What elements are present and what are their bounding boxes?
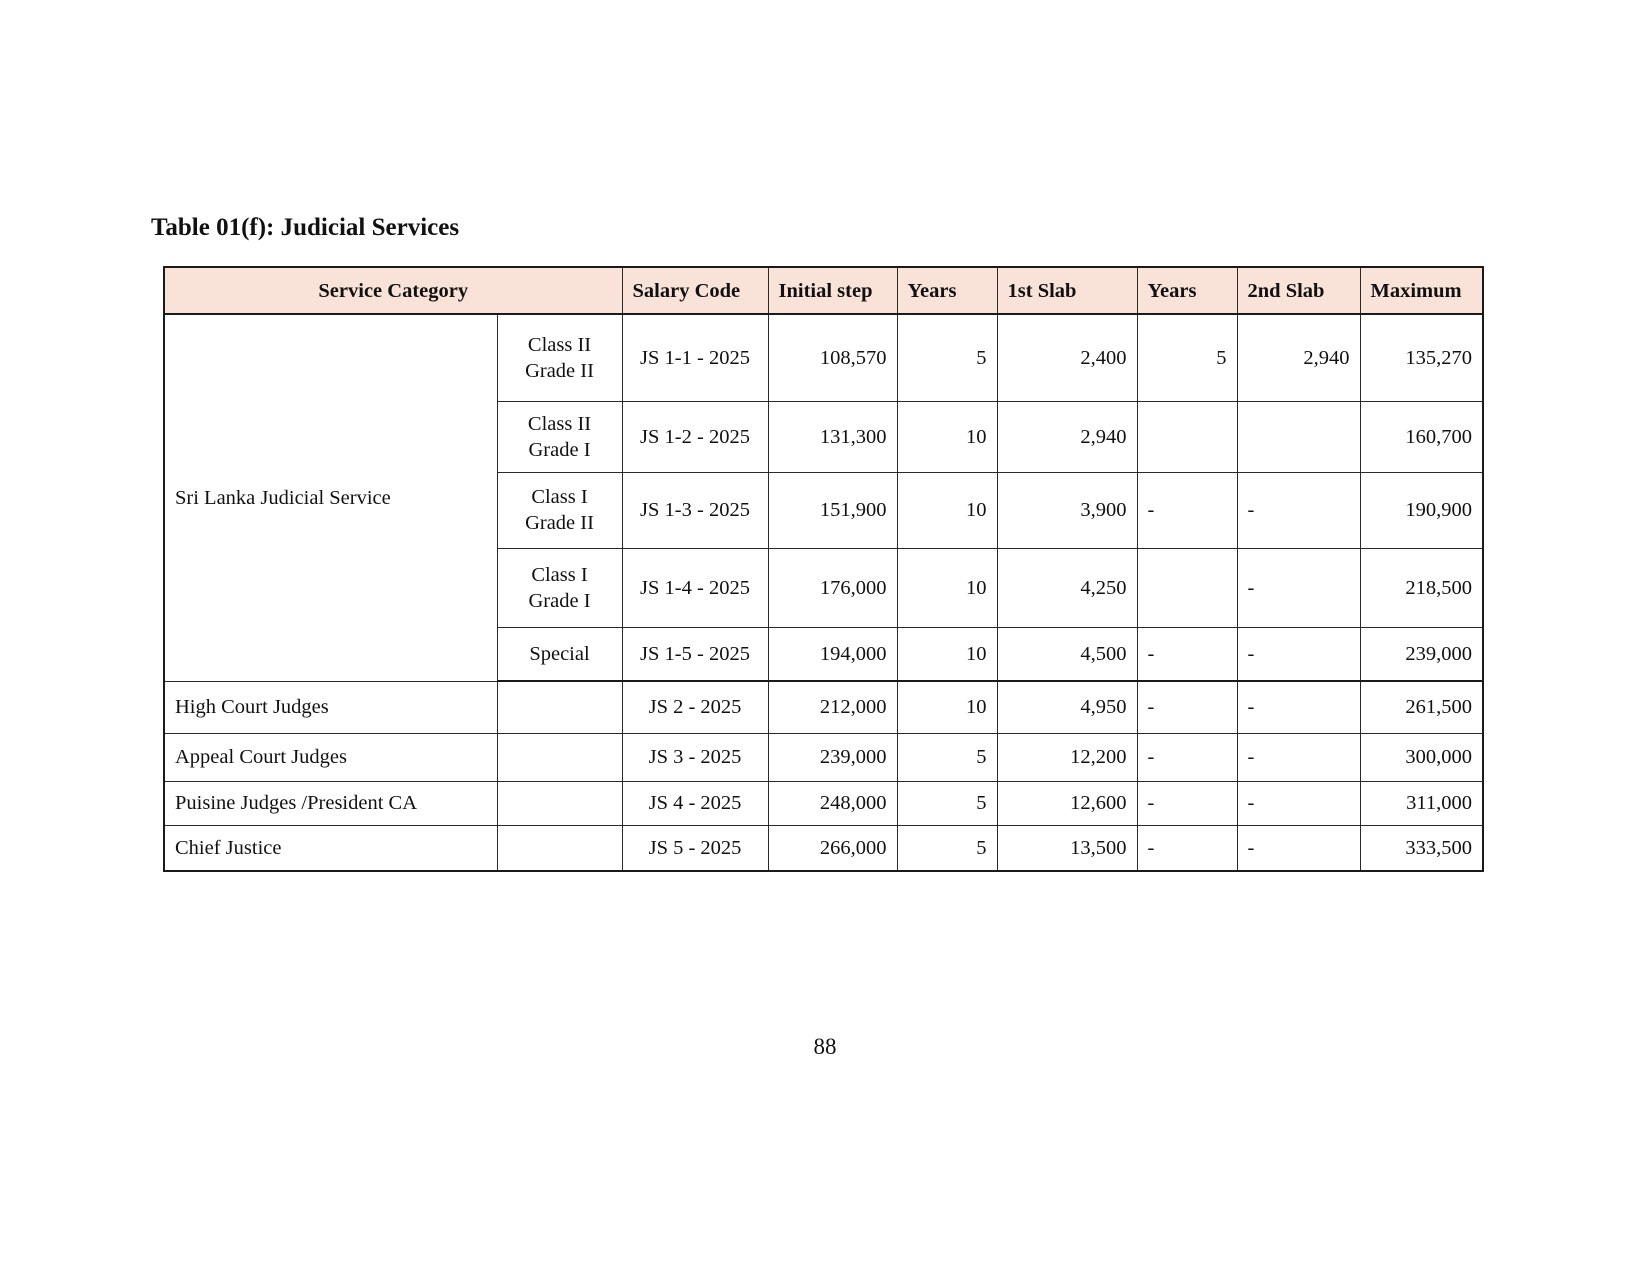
years-1: 5 [897,314,997,401]
service-category: Chief Justice [164,825,497,871]
slab-1: 4,250 [997,548,1137,627]
initial-step: 239,000 [768,733,897,781]
grade-cell [497,401,622,472]
maximum: 218,500 [1360,548,1483,627]
salary-code: JS 1-4 - 2025 [622,548,768,627]
initial-step: 176,000 [768,548,897,627]
grade-cell [497,733,622,781]
slab-1: 12,200 [997,733,1137,781]
maximum: 160,700 [1360,401,1483,472]
header-years-1: Years [897,267,997,314]
years-1: 5 [897,733,997,781]
slab-2: - [1237,825,1360,871]
maximum: 239,000 [1360,627,1483,681]
years-2 [1137,401,1237,472]
salary-code: JS 2 - 2025 [622,681,768,733]
maximum: 261,500 [1360,681,1483,733]
maximum: 333,500 [1360,825,1483,871]
slab-2: 2,940 [1237,314,1360,401]
years-1: 10 [897,627,997,681]
years-1: 10 [897,548,997,627]
slab-1: 12,600 [997,781,1137,825]
grade-cell [497,548,622,627]
grade-class: Class II [527,412,592,435]
years-2: 5 [1137,314,1237,401]
initial-step: 108,570 [768,314,897,401]
header-2nd-slab: 2nd Slab [1237,267,1360,314]
grade-class: Class II [527,333,592,356]
maximum: 311,000 [1360,781,1483,825]
salary-code: JS 1-2 - 2025 [622,401,768,472]
slab-2: - [1237,781,1360,825]
slab-1: 13,500 [997,825,1137,871]
header-initial-step: Initial step [768,267,897,314]
slab-2: - [1237,681,1360,733]
initial-step: 266,000 [768,825,897,871]
years-2: - [1137,472,1237,548]
grade-level: Grade I [528,589,591,612]
grade-level: Grade I [528,438,591,461]
initial-step: 248,000 [768,781,897,825]
grade-cell [497,472,622,548]
header-salary-code: Salary Code [622,267,768,314]
slab-2: - [1237,472,1360,548]
years-2: - [1137,733,1237,781]
initial-step: 194,000 [768,627,897,681]
judicial-services-table [163,266,1484,872]
years-2: - [1137,825,1237,871]
service-category: High Court Judges [164,681,497,733]
grade-level: Grade II [525,512,594,534]
maximum: 135,270 [1360,314,1483,401]
grade-cell [497,781,622,825]
slab-1: 2,940 [997,401,1137,472]
years-2 [1137,548,1237,627]
salary-code: JS 1-3 - 2025 [622,472,768,548]
table-row [164,681,1483,733]
slab-1: 2,400 [997,314,1137,401]
slab-1: 4,950 [997,681,1137,733]
header-service-category: Service Category [164,267,622,314]
salary-code: JS 5 - 2025 [622,825,768,871]
grade-cell [497,681,622,733]
table-row [164,314,1483,401]
header-row [164,267,1483,314]
table-row [164,825,1483,871]
header-years-2: Years [1137,267,1237,314]
years-1: 10 [897,472,997,548]
table-row [164,733,1483,781]
grade-cell [497,314,622,401]
grade-class: Class I [531,563,588,586]
slab-2: - [1237,627,1360,681]
salary-code: JS 1-1 - 2025 [622,314,768,401]
grade-cell [497,825,622,871]
years-2: - [1137,681,1237,733]
header-maximum: Maximum [1360,267,1483,314]
maximum: 300,000 [1360,733,1483,781]
service-category: Appeal Court Judges [164,733,497,781]
slab-2: - [1237,733,1360,781]
years-2: - [1137,781,1237,825]
header-1st-slab: 1st Slab [997,267,1137,314]
years-1: 5 [897,781,997,825]
initial-step: 131,300 [768,401,897,472]
slab-1: 4,500 [997,627,1137,681]
salary-code: JS 3 - 2025 [622,733,768,781]
service-category: Puisine Judges /President CA [164,781,497,825]
table-row [164,781,1483,825]
years-2: - [1137,627,1237,681]
grade-cell [497,627,622,681]
salary-code: JS 1-5 - 2025 [622,627,768,681]
page-number: 88 [813,1034,837,1059]
maximum: 190,900 [1360,472,1483,548]
years-1: 10 [897,401,997,472]
salary-code: JS 4 - 2025 [622,781,768,825]
initial-step: 212,000 [768,681,897,733]
initial-step: 151,900 [768,472,897,548]
grade-class: Class I [531,486,588,508]
slab-2: - [1237,548,1360,627]
years-1: 5 [897,825,997,871]
slab-2 [1237,401,1360,472]
years-1: 10 [897,681,997,733]
table-title: Table 01(f): Judicial Services [151,214,460,241]
grade-level: Grade II [525,359,594,382]
grade-class: Special [529,642,590,665]
judicial-service-category: Sri Lanka Judicial Service [164,314,497,681]
slab-1: 3,900 [997,472,1137,548]
